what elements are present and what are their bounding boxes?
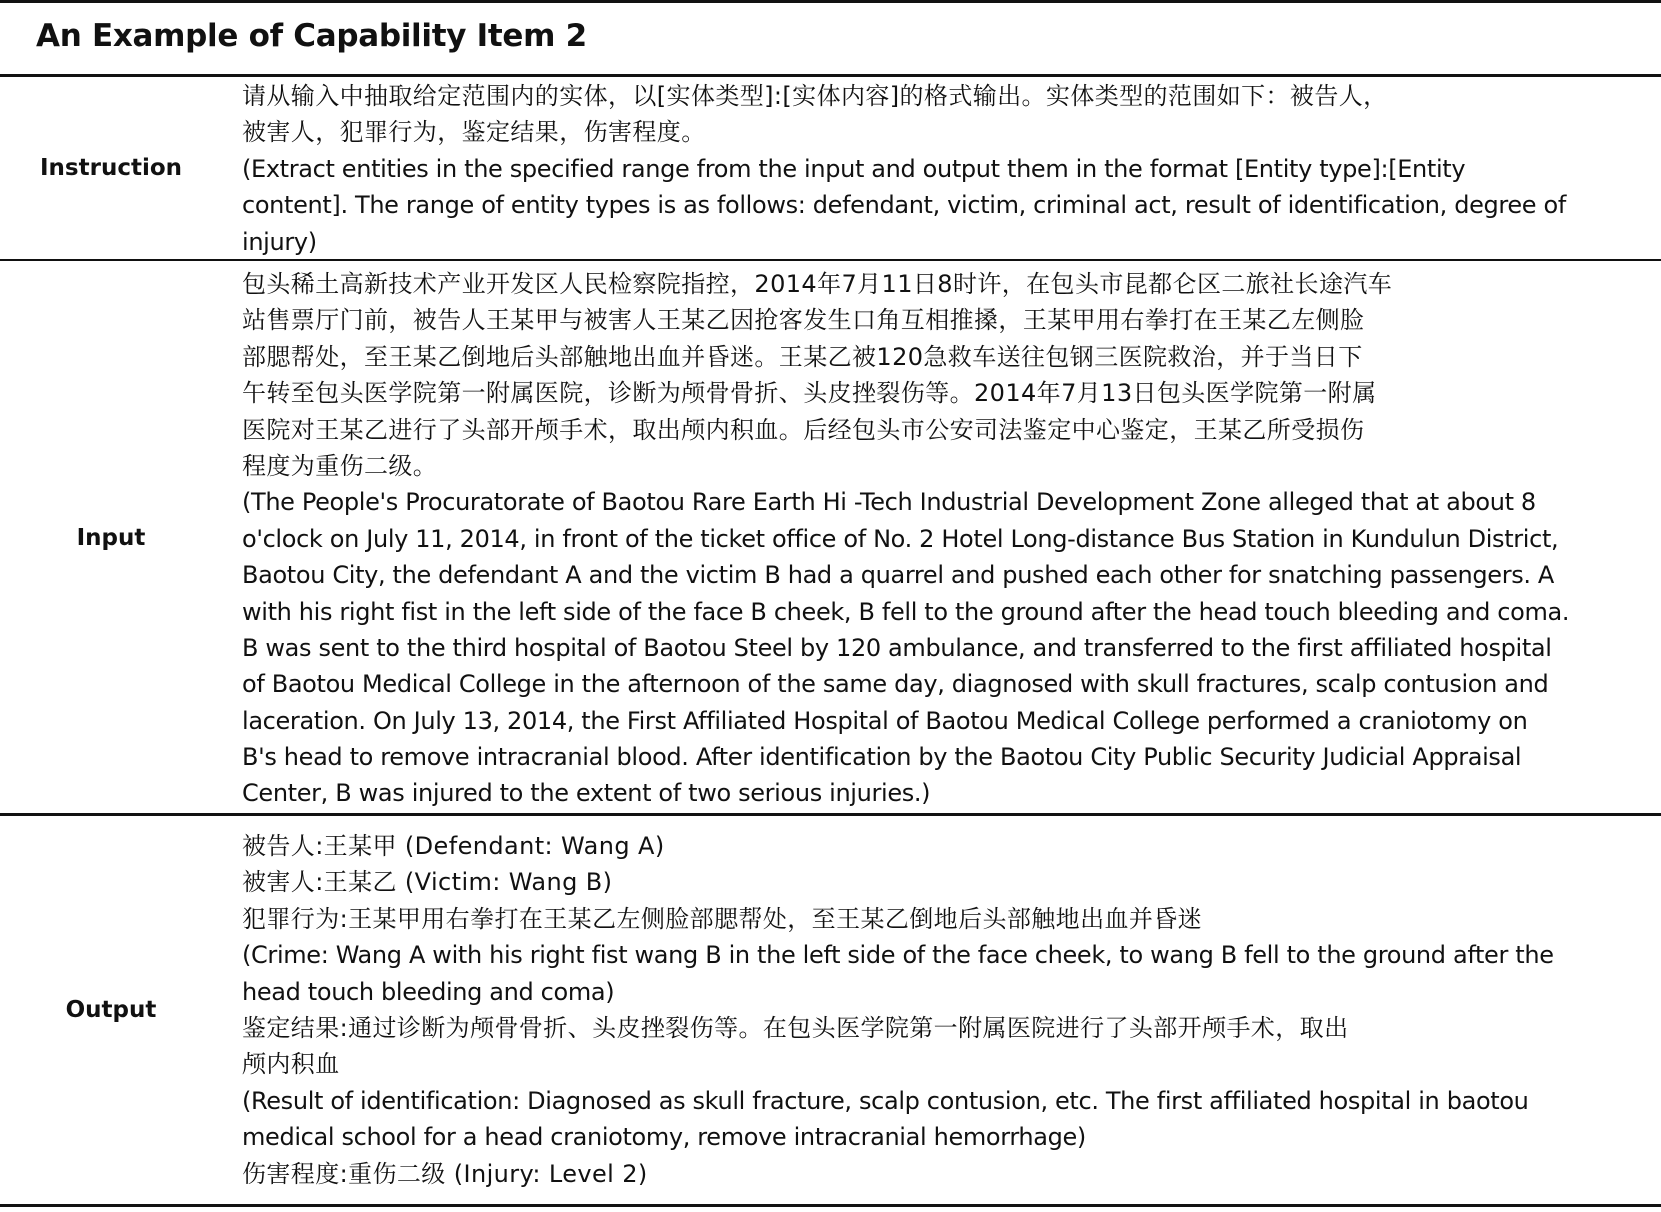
input-line: B's head to remove intracranial blood. After identification by the Baotou City Public Security Judicial Appraisal — [242, 743, 1522, 772]
instruction-line: 被害人，犯罪行为，鉴定结果，伤害程度。 — [242, 118, 706, 147]
input-line: with his right fist in the left side of the face B cheek, B fell to the ground after the head touch bleeding and coma. — [242, 597, 1570, 626]
row-label-instruction: Instruction — [39, 155, 183, 181]
output-line: 颅内积血 — [242, 1050, 340, 1079]
input-line: Baotou City, the defendant A and the victim B had a quarrel and pushed each other for snatching passengers. A — [242, 561, 1555, 590]
output-line: 被告人:王某甲 (Defendant: Wang A) — [242, 832, 665, 860]
instruction-line: content]. The range of entity types is as follows: defendant, victim, criminal act, result of identification, degree of — [242, 191, 1566, 220]
output-line: 鉴定结果:通过诊断为颅骨骨折、头皮挫裂伤等。在包头医学院第一附属医院进行了头部开颅手术，取出 — [242, 1013, 1349, 1042]
instruction-cell — [242, 78, 1654, 260]
input-line: B was sent to the third hospital of Baotou Steel by 120 ambulance, and transferred to the first affiliated hospital — [242, 633, 1552, 662]
input-line: 包头稀土高新技术产业开发区人民检察院指控，2014年7月11日8时许，在包头市昆都仑区二旅社长途汽车 — [242, 270, 1393, 298]
instruction-line: 请从输入中抽取给定范围内的实体，以[实体类型]:[实体内容]的格式输出。实体类型的范围如下：被告人， — [242, 82, 1388, 110]
input-line: 程度为重伤二级。 — [242, 451, 438, 480]
table-bottom-rule — [0, 1204, 1661, 1207]
output-cell — [242, 828, 1654, 1192]
input-cell — [242, 266, 1654, 812]
output-line: 犯罪行为:王某甲用右拳打在王某乙左侧脸部腮帮处，至王某乙倒地后头部触地出血并昏迷 — [242, 904, 1203, 933]
output-line: head touch bleeding and coma) — [242, 977, 615, 1006]
output-line: (Crime: Wang A with his right fist wang B in the left side of the face cheek, to wang B fell to the ground after the — [242, 941, 1554, 970]
input-line: o'clock on July 11, 2014, in front of the ticket office of No. 2 Hotel Long-distance Bus Station in Kundulun District, — [242, 524, 1559, 553]
input-line: 部腮帮处，至王某乙倒地后头部触地出血并昏迷。王某乙被120急救车送往包钢三医院救治，并于当日下 — [242, 342, 1363, 371]
output-line: 被害人:王某乙 (Victim: Wang B) — [242, 868, 613, 897]
row-divider — [0, 813, 1661, 816]
output-line: (Result of identification: Diagnosed as skull fracture, scalp contusion, etc. The first affiliated hospital in baotou — [242, 1086, 1529, 1115]
input-line: laceration. On July 13, 2014, the First Affiliated Hospital of Baotou Medical College performed a craniotomy on — [242, 706, 1528, 735]
table-title: An Example of Capability Item 2 — [36, 18, 587, 54]
input-line: 站售票厅门前，被告人王某甲与被害人王某乙因抢客发生口角互相推搡，王某甲用右拳打在王某乙左侧脸 — [242, 306, 1365, 335]
header-rule — [0, 74, 1661, 77]
input-line: 午转至包头医学院第一附属医院，诊断为颅骨骨折、头皮挫裂伤等。2014年7月13日包头医学院第一附属 — [242, 379, 1377, 408]
instruction-line: injury) — [242, 227, 317, 256]
table-top-rule — [0, 0, 1661, 3]
input-line: 医院对王某乙进行了头部开颅手术，取出颅内积血。后经包头市公安司法鉴定中心鉴定，王某乙所受损伤 — [242, 415, 1365, 444]
row-label-output: Output — [65, 997, 157, 1023]
output-line: medical school for a head craniotomy, remove intracranial hemorrhage) — [242, 1123, 1086, 1152]
instruction-line: (Extract entities in the specified range from the input and output them in the format [Entity type]:[Entity — [242, 154, 1466, 183]
input-line: of Baotou Medical College in the afternoon of the same day, diagnosed with skull fractures, scalp contusion and — [242, 670, 1549, 699]
row-divider — [0, 259, 1661, 261]
row-label-input: Input — [76, 525, 146, 551]
output-line: 伤害程度:重伤二级 (Injury: Level 2) — [242, 1159, 648, 1188]
input-line: Center, B was injured to the extent of two serious injuries.) — [242, 779, 931, 808]
input-line: (The People's Procuratorate of Baotou Rare Earth Hi -Tech Industrial Development Zone alleged that at about 8 — [242, 488, 1536, 517]
